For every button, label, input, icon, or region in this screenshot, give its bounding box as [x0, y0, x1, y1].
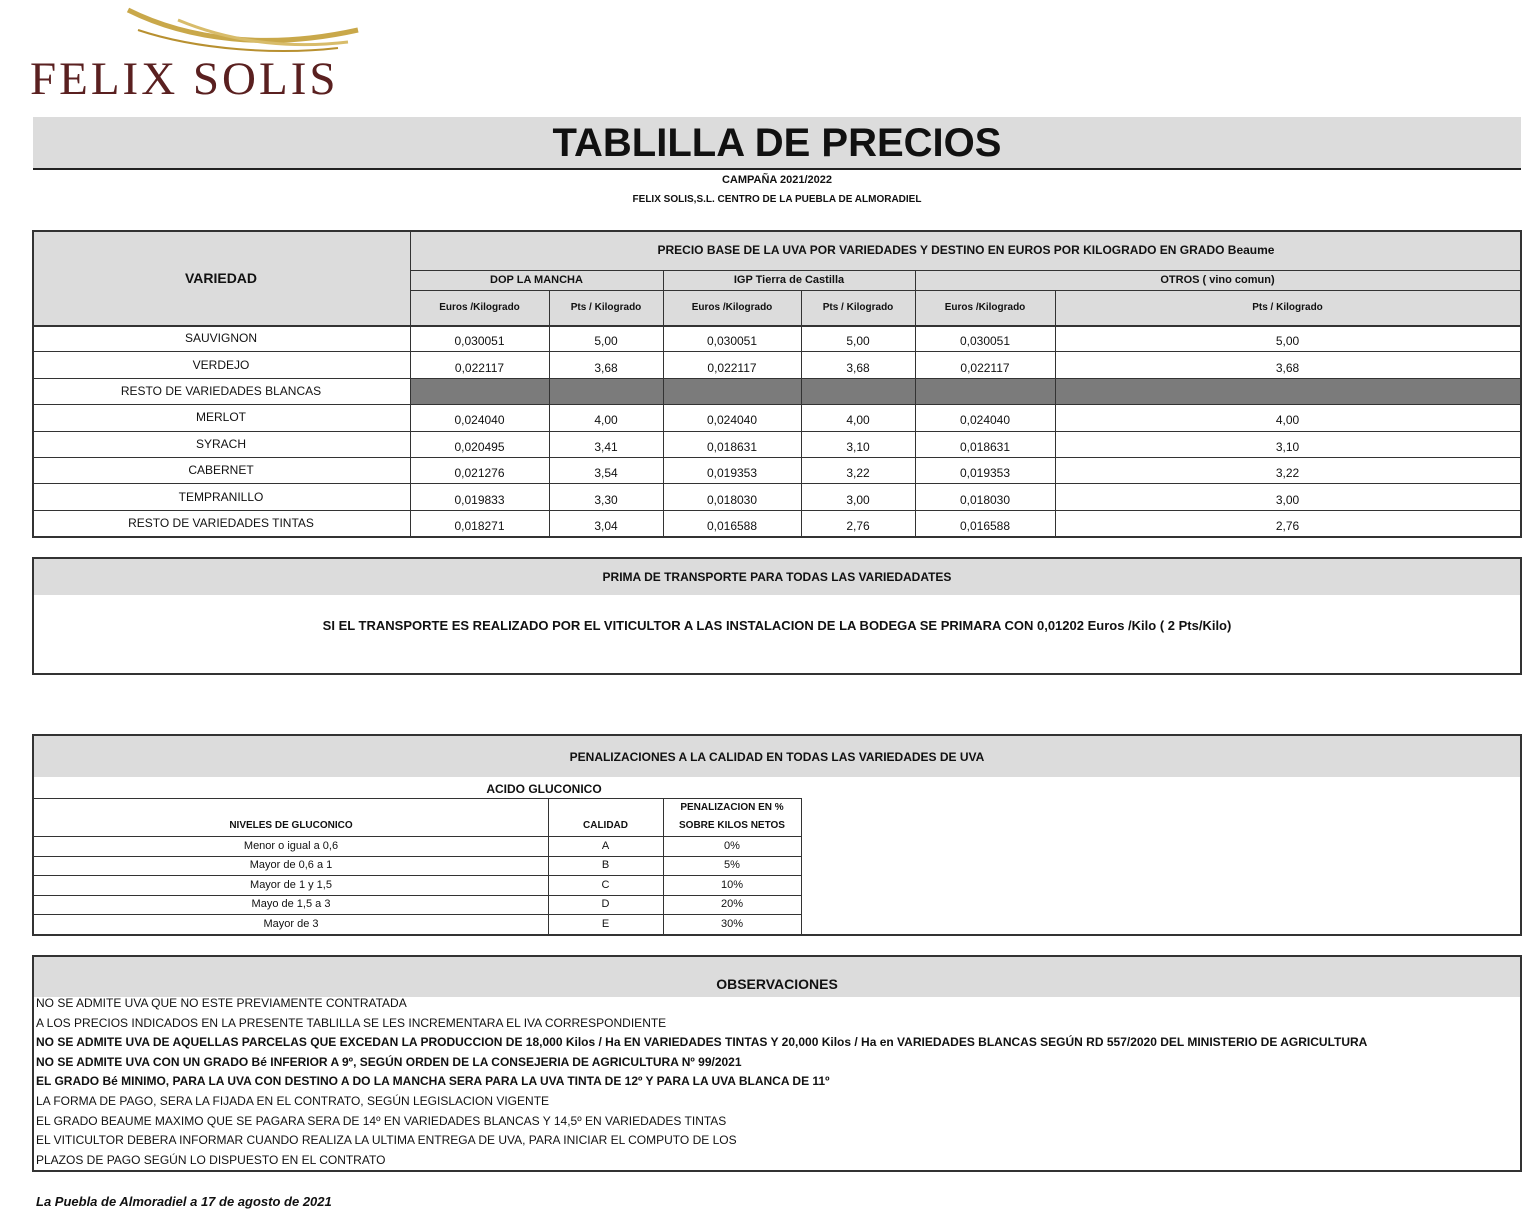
unit-header: Euros /Kilogrado — [944, 302, 1026, 313]
price-value: 3,04 — [594, 518, 618, 533]
quality-header: CALIDAD — [583, 819, 628, 831]
price-value: 3,00 — [1275, 492, 1300, 507]
grid-line — [34, 914, 801, 915]
table-border — [32, 536, 1522, 538]
transport-text: SI EL TRANSPORTE ES REALIZADO POR EL VITICULTOR A LAS INSTALACION DE LA BODEGA SE PRIMARA CON 0,01202 Euros /Kilo ( 2 Pts/Kilo) — [322, 617, 1232, 633]
price-value: 0,018030 — [959, 492, 1011, 507]
price-value: 3,22 — [846, 466, 870, 481]
grid-line — [34, 875, 801, 876]
price-value: 0,024040 — [454, 413, 505, 428]
price-value: 0,019353 — [959, 466, 1011, 481]
price-value: 0,019833 — [454, 492, 505, 507]
transport-title: PRIMA DE TRANSPORTE PARA TODAS LAS VARIEDADATES — [34, 559, 1520, 595]
price-value: 0,024040 — [706, 413, 758, 428]
table-border — [32, 230, 34, 536]
penalty-percent: 20% — [720, 898, 744, 911]
price-value: 0,020495 — [454, 439, 505, 454]
campaign-label: CAMPAÑA 2021/2022 — [721, 174, 833, 186]
table-border — [1520, 230, 1522, 536]
grid-line — [663, 798, 664, 934]
observation-line: A LOS PRECIOS INDICADOS EN LA PRESENTE TABLILLA SE LES INCREMENTARA EL IVA CORRESPONDIENTE — [36, 1015, 667, 1030]
destination-group-header: OTROS ( vino comun) — [1160, 274, 1275, 286]
unit-header: Euros /Kilogrado — [439, 302, 520, 313]
grid-line — [410, 270, 1522, 271]
quality-grade: B — [601, 859, 610, 872]
variedad-header: VARIEDAD — [184, 269, 258, 286]
penalty-percent: 30% — [720, 917, 744, 930]
price-value: 4,00 — [846, 413, 870, 428]
logo-swoosh-icon — [28, 0, 428, 60]
price-value: 3,68 — [1275, 360, 1300, 375]
destination-group-header: DOP LA MANCHA — [490, 274, 583, 286]
price-value: 3,10 — [846, 439, 870, 454]
price-value: 5,00 — [846, 334, 870, 349]
grid-line — [548, 798, 549, 934]
variety-name: TEMPRANILLO — [178, 489, 264, 504]
levels-header: NIVELES DE GLUCONICO — [229, 819, 353, 831]
observation-line: EL GRADO BEAUME MAXIMO QUE SE PAGARA SERA DE 14º EN VARIEDADES BLANCAS Y 14,5º EN VARIEDADES TINTAS — [36, 1113, 727, 1128]
grid-line — [801, 290, 802, 536]
page-title: TABLILLA DE PRECIOS — [552, 121, 1002, 165]
price-value: 0,022117 — [960, 360, 1010, 375]
grid-line — [32, 351, 1522, 352]
price-value: 3,10 — [1275, 439, 1300, 454]
price-value: 3,54 — [594, 466, 618, 481]
observation-line: PLAZOS DE PAGO SEGÚN LO DISPUESTO EN EL CONTRATO — [36, 1152, 386, 1167]
price-value: 0,019353 — [706, 466, 758, 481]
price-value: 5,00 — [594, 334, 618, 349]
penalty-header-line2: SOBRE KILOS NETOS — [679, 820, 785, 831]
grid-line — [34, 836, 801, 837]
price-value: 0,018631 — [959, 439, 1011, 454]
company-label: FELIX SOLIS,S.L. CENTRO DE LA PUEBLA DE ALMORADIEL — [632, 194, 922, 205]
penalty-percent: 0% — [724, 839, 740, 852]
penalty-header-line1: PENALIZACION EN % — [680, 802, 784, 813]
grid-line — [32, 325, 1522, 327]
grid-line — [410, 230, 411, 536]
observations-title: OBSERVACIONES — [34, 957, 1520, 997]
grid-line — [549, 290, 550, 536]
price-value: 0,030051 — [454, 334, 505, 349]
company-logo — [28, 0, 428, 105]
price-value: 3,00 — [846, 492, 870, 507]
grid-line — [663, 270, 664, 536]
gluconic-level: Menor o igual a 0,6 — [243, 839, 339, 852]
variety-name: RESTO DE VARIEDADES TINTAS — [128, 515, 314, 530]
grid-line — [32, 510, 1522, 511]
variety-name: VERDEJO — [192, 357, 250, 372]
observation-line: EL GRADO Bé MINIMO, PARA LA UVA CON DESTINO A DO LA MANCHA SERA PARA LA UVA TINTA DE 12º Y PARA LA UVA BLANCA DE 11º — [36, 1074, 830, 1089]
price-value: 0,021276 — [454, 466, 505, 481]
price-value: 5,00 — [1275, 334, 1300, 349]
price-value: 3,41 — [594, 439, 618, 454]
unit-header: Pts / Kilogrado — [1252, 302, 1323, 313]
logo-text: FELIX SOLIS — [30, 53, 339, 105]
observation-line: NO SE ADMITE UVA CON UN GRADO Bé INFERIOR A 9º, SEGÚN ORDEN DE LA CONSEJERIA DE AGRICULTURA Nº 99/2021 — [36, 1054, 742, 1069]
price-value: 3,68 — [594, 360, 618, 375]
quality-grade: C — [601, 878, 610, 891]
grid-line — [915, 270, 916, 536]
variety-name: SYRACH — [195, 436, 246, 451]
grid-line — [34, 895, 801, 896]
price-value: 0,018030 — [706, 492, 758, 507]
penalties-subtitle: ACIDO GLUCONICO — [486, 782, 602, 796]
unit-header: Euros /Kilogrado — [691, 302, 773, 313]
price-value: 3,30 — [594, 492, 618, 507]
grid-line — [32, 457, 1522, 458]
penalties-title: PENALIZACIONES A LA CALIDAD EN TODAS LAS VARIEDADES DE UVA — [34, 736, 1520, 777]
grid-line — [801, 798, 802, 934]
price-value: 4,00 — [1275, 413, 1300, 428]
price-value: 0,022117 — [454, 360, 505, 375]
variety-name: SAUVIGNON — [184, 331, 257, 346]
price-value: 0,022117 — [707, 360, 757, 375]
grid-line — [34, 856, 801, 857]
unit-header: Pts / Kilogrado — [570, 302, 642, 313]
price-value: 0,030051 — [706, 334, 758, 349]
grid-line — [32, 483, 1522, 484]
price-value: 3,68 — [846, 360, 870, 375]
grid-line — [32, 378, 1522, 379]
gluconic-level: Mayor de 3 — [263, 917, 319, 930]
grid-line — [34, 798, 801, 799]
price-main-header: PRECIO BASE DE LA UVA POR VARIEDADES Y DESTINO EN EUROS POR KILOGRADO EN GRADO Beaume — [657, 243, 1275, 257]
gluconic-level: Mayo de 1,5 a 3 — [251, 898, 331, 911]
price-value: 0,016588 — [706, 518, 758, 533]
penalty-percent: 5% — [724, 859, 740, 872]
quality-grade: A — [601, 839, 610, 852]
gluconic-level: Mayor de 0,6 a 1 — [249, 859, 333, 872]
table-border — [32, 230, 1522, 232]
quality-grade: E — [601, 917, 610, 930]
variety-name: CABERNET — [188, 463, 254, 478]
observation-line: EL VITICULTOR DEBERA INFORMAR CUANDO REALIZA LA ULTIMA ENTREGA DE UVA, PARA INICIAR EL COMPUTO DE LOS — [36, 1133, 737, 1148]
unit-header: Pts / Kilogrado — [822, 302, 894, 313]
price-value: 0,016588 — [959, 518, 1011, 533]
grid-line — [1055, 290, 1056, 536]
grid-line — [32, 404, 1522, 405]
price-value: 0,024040 — [959, 413, 1011, 428]
quality-grade: D — [601, 898, 610, 911]
price-value: 2,76 — [1275, 518, 1300, 533]
price-value: 4,00 — [594, 413, 618, 428]
footer-date: La Puebla de Almoradiel a 17 de agosto de 2021 — [36, 1194, 332, 1209]
penalty-percent: 10% — [720, 878, 744, 891]
observation-line: LA FORMA DE PAGO, SERA LA FIJADA EN EL CONTRATO, SEGÚN LEGISLACION VIGENTE — [36, 1094, 550, 1108]
observation-line: NO SE ADMITE UVA QUE NO ESTE PREVIAMENTE CONTRATADA — [36, 996, 407, 1010]
observation-line: NO SE ADMITE UVA DE AQUELLAS PARCELAS QUE EXCEDAN LA PRODUCCION DE 18,000 Kilos / Ha EN VARIEDADES TINTAS Y 20,000 Kilos / Ha en VARIEDADES BLANCAS SEGÚN RD 557/2020 DEL MINISTERIO DE AGRICULTURA — [36, 1035, 1368, 1050]
variety-name: MERLOT — [195, 410, 246, 425]
variety-name: RESTO DE VARIEDADES BLANCAS — [120, 383, 322, 398]
grid-line — [32, 431, 1522, 432]
price-value: 0,018271 — [454, 518, 505, 533]
price-value: 0,030051 — [959, 334, 1011, 349]
price-value: 0,018631 — [706, 439, 758, 454]
gluconic-level: Mayor de 1 y 1,5 — [250, 878, 332, 891]
destination-group-header: IGP Tierra de Castilla — [733, 274, 845, 286]
price-value: 3,22 — [1275, 466, 1300, 481]
price-value: 2,76 — [846, 518, 870, 533]
grid-line — [410, 290, 1522, 291]
